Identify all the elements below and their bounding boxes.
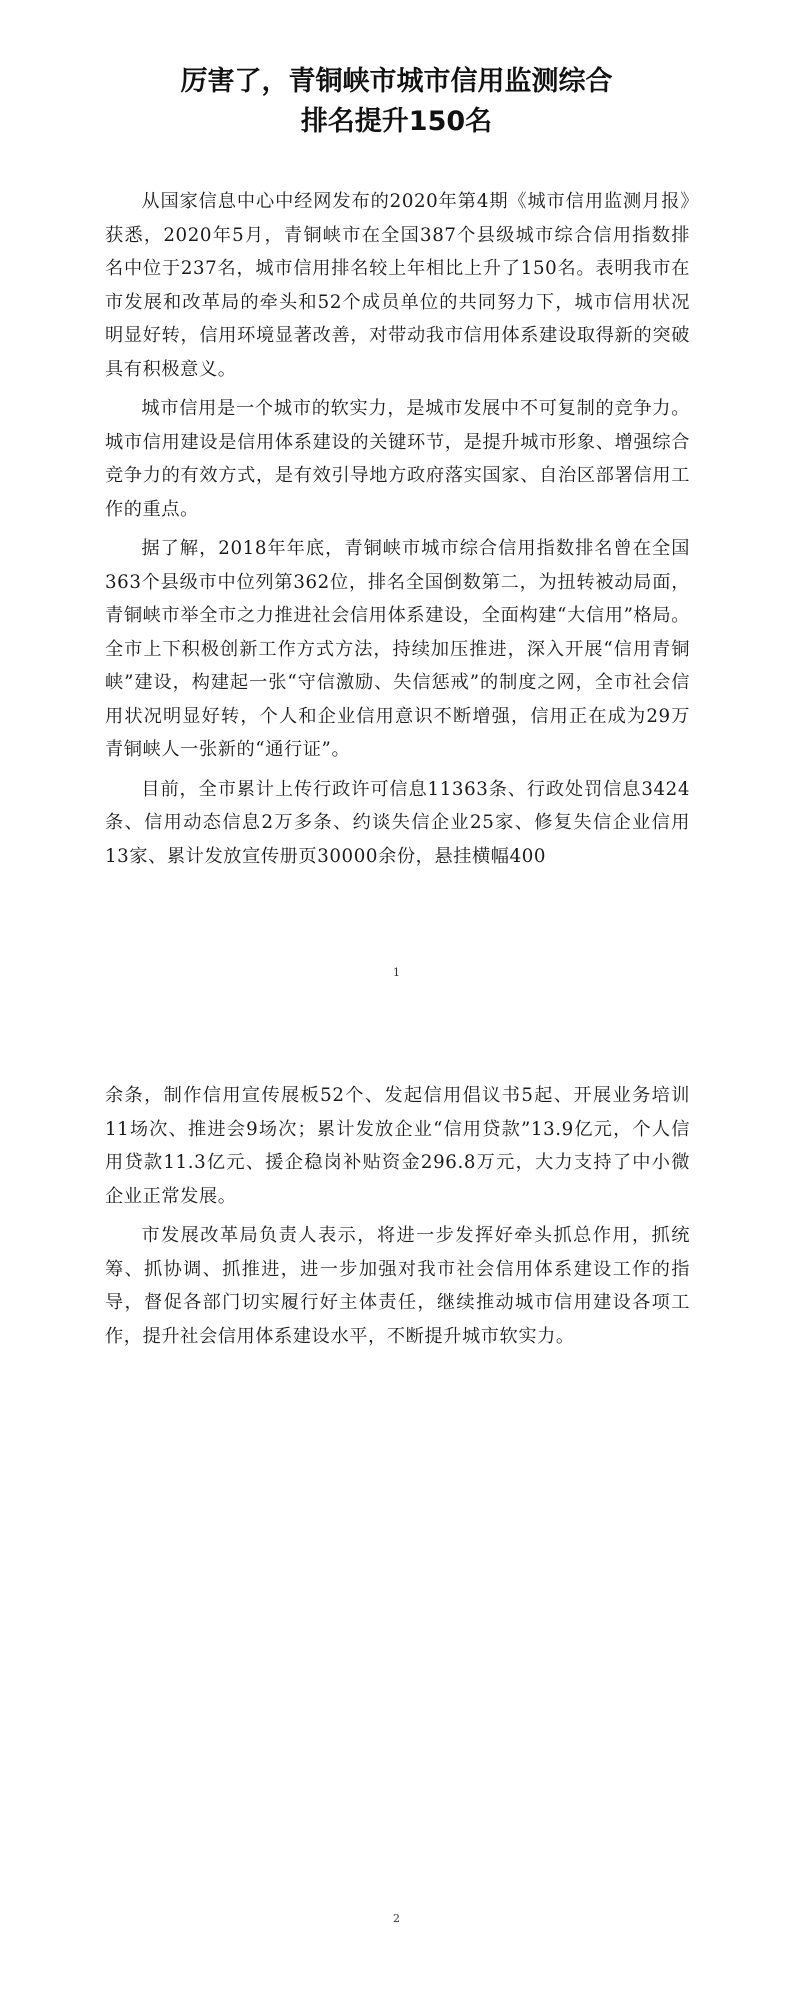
- paragraph-statistics: 目前，全市累计上传行政许可信息11363条、行政处罚信息3424条、信用动态信息2万多条、约谈失信企业25家、修复失信企业信用13家、累计发放宣传册页30000余份，悬挂横幅400: [105, 778, 690, 867]
- document-page-2: [0, 1000, 793, 1991]
- paragraph-intro: 从国家信息中心中经网发布的2020年第4期《城市信用监测月报》获悉，2020年5月，青铜峡市在全国387个县级城市综合信用指数排名中位于237名，城市信用排名较上年相比上升了150名。表明我市在市发展和改革局的牵头和52个成员单位的共同努力下，城市信用状况明显好转，信用环境显著改善，对带动我市信用体系建设取得新的突破具有积极意义。: [105, 191, 690, 380]
- page-number-2: 2: [393, 1912, 400, 1925]
- page-2-body: [105, 1079, 690, 1359]
- title-line-2: 排名提升150名: [300, 106, 493, 137]
- paragraph-conclusion: 市发展改革局负责人表示，将进一步发挥好牵头抓总作用，抓统筹、抓协调、抓推进，进一步加强对我市社会信用体系建设工作的指导，督促各部门切实履行好主体责任，继续推动城市信用建设各项工作，提升社会信用体系建设水平，不断提升城市软实力。: [105, 1225, 690, 1347]
- article-title: [120, 62, 673, 142]
- paragraph-credit-importance: 城市信用是一个城市的软实力，是城市发展中不可复制的竞争力。城市信用建设是信用体系建设的关键环节，是提升城市形象、增强综合竞争力的有效方式，是有效引导地方政府落实国家、自治区部署信用工作的重点。: [105, 398, 690, 520]
- paragraph-background: 据了解，2018年年底，青铜峡市城市综合信用指数排名曾在全国363个县级市中位列第362位，排名全国倒数第二，为扭转被动局面，青铜峡市举全市之力推进社会信用体系建设，全面构建“大信用”格局。全市上下积极创新工作方式方法，持续加压推进，深入开展“信用青铜峡”建设，构建起一张“守信激励、失信惩戒”的制度之网，全市社会信用状况明显好转，个人和企业信用意识不断增强，信用正在成为29万青铜峡人一张新的“通行证”。: [105, 538, 690, 760]
- page-1-body: [105, 185, 690, 879]
- title-line-1: 厉害了，青铜峡市城市信用监测综合: [180, 66, 613, 97]
- page-number-1: 1: [393, 966, 400, 979]
- paragraph-statistics-continued: 余条，制作信用宣传展板52个、发起信用倡议书5起、开展业务培训11场次、推进会9场次；累计发放企业“信用贷款”13.9亿元，个人信用贷款11.3亿元、援企稳岗补贴资金296.8万元，大力支持了中小微企业正常发展。: [105, 1085, 690, 1207]
